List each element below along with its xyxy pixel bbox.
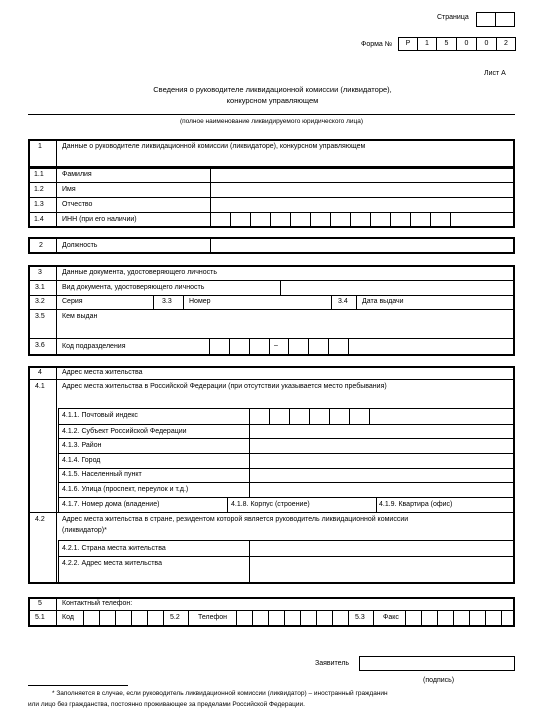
form-title bbox=[60, 84, 485, 106]
divider bbox=[56, 597, 57, 627]
phone-code-field[interactable] bbox=[83, 610, 164, 627]
field-label-series: Серия bbox=[62, 298, 83, 305]
field-label-district: 4.1.3. Район bbox=[62, 442, 102, 449]
row-number: 3.2 bbox=[35, 298, 45, 305]
field-label-foreign-address: 4.2.2. Адрес места жительства bbox=[62, 560, 162, 567]
page-number-box-2[interactable] bbox=[495, 12, 515, 27]
row-number: 5.3 bbox=[355, 614, 365, 621]
field-label-patronymic: Отчество bbox=[62, 201, 93, 208]
section-number: 3 bbox=[38, 269, 42, 276]
field-label-flat: 4.1.9. Квартира (офис) bbox=[379, 501, 453, 508]
signature-box[interactable] bbox=[359, 656, 515, 671]
row-number: 5.2 bbox=[170, 614, 180, 621]
field-label-locality: 4.1.5. Населенный пункт bbox=[62, 471, 142, 478]
field-label-house: 4.1.7. Номер дома (владение) bbox=[62, 501, 160, 508]
divider bbox=[28, 379, 515, 380]
section-number: 1 bbox=[38, 143, 42, 150]
form-label: Форма № bbox=[361, 41, 393, 48]
row-number: 3.4 bbox=[338, 298, 348, 305]
form-code-char: 5 bbox=[436, 37, 457, 51]
field-label-position: Должность bbox=[62, 242, 98, 249]
section-number: 4 bbox=[38, 369, 42, 376]
section-number: 2 bbox=[39, 242, 43, 249]
row-number: 3.6 bbox=[35, 342, 45, 349]
divider bbox=[56, 265, 57, 356]
foreign-address-field[interactable] bbox=[250, 557, 513, 583]
locality-field[interactable] bbox=[250, 469, 513, 482]
divider bbox=[373, 610, 374, 627]
inn-field[interactable] bbox=[210, 212, 451, 228]
form-code bbox=[398, 37, 516, 51]
district-field[interactable] bbox=[250, 439, 513, 453]
footnote-line: или лицо без гражданства, постоянно проживающее за пределами Российской Федерации. bbox=[28, 701, 305, 708]
footnote-line: * Заполняется в случае, если руководитель ликвидационной комиссии (ликвидатор) – иностранный гражданин bbox=[52, 690, 388, 697]
country-field[interactable] bbox=[250, 541, 513, 556]
form-code-char: Р bbox=[398, 37, 418, 51]
number-field[interactable] bbox=[220, 296, 330, 309]
applicant-label: Заявитель bbox=[315, 660, 350, 667]
field-label-surname: Фамилия bbox=[62, 171, 92, 178]
form-code-char: 1 bbox=[417, 37, 437, 51]
section-title: Данные документа, удостоверяющего личность bbox=[62, 269, 217, 276]
field-label-doc-type: Вид документа, удостоверяющего личность bbox=[62, 284, 205, 291]
divider bbox=[227, 497, 228, 512]
sheet-label: Лист А bbox=[484, 70, 506, 77]
section-title: Адрес места жительства bbox=[62, 369, 143, 376]
page-number-box-1[interactable] bbox=[476, 12, 496, 27]
field-label-region: 4.1.2. Субъект Российской Федерации bbox=[62, 428, 187, 435]
footnote-separator bbox=[28, 685, 128, 686]
divider bbox=[56, 139, 57, 168]
row-number: 3.5 bbox=[35, 313, 45, 320]
row-title-ru-address: Адрес места жительства в Российской Федерации (при отсутствии указывается место пребывания) bbox=[62, 383, 387, 390]
row-number: 4.2 bbox=[35, 516, 45, 523]
postal-code-field[interactable] bbox=[249, 408, 370, 424]
divider bbox=[56, 168, 57, 228]
divider bbox=[188, 610, 189, 627]
field-label-dept-code: Код подразделения bbox=[62, 343, 126, 350]
row-number: 4.1 bbox=[35, 383, 45, 390]
row-number: 1.4 bbox=[34, 216, 44, 223]
series-field[interactable] bbox=[100, 296, 153, 309]
dept-code-field[interactable] bbox=[209, 338, 349, 356]
row-number: 3.1 bbox=[35, 284, 45, 291]
divider bbox=[56, 366, 57, 584]
phone-field[interactable] bbox=[236, 610, 349, 627]
field-label-phone-code: Код bbox=[62, 614, 74, 621]
dept-code-dash: – bbox=[274, 342, 278, 349]
row-number: 5.1 bbox=[35, 614, 45, 621]
org-name-line[interactable] bbox=[28, 114, 515, 115]
surname-field[interactable] bbox=[211, 169, 513, 182]
field-label-phone: Телефон bbox=[198, 614, 228, 621]
form-code-char: 0 bbox=[456, 37, 477, 51]
field-label-fax: Факс bbox=[383, 614, 399, 621]
divider bbox=[56, 237, 57, 254]
divider bbox=[183, 295, 184, 309]
page-label: Страница bbox=[437, 14, 469, 21]
field-label-name: Имя bbox=[62, 186, 76, 193]
field-label-postal-code: 4.1.1. Почтовый индекс bbox=[62, 412, 138, 419]
form-code-char: 2 bbox=[496, 37, 516, 51]
row-number: 1.2 bbox=[34, 186, 44, 193]
section-title: Данные о руководителе ликвидационной комиссии (ликвидаторе), конкурсном управляющем bbox=[62, 143, 366, 150]
row-title-foreign-address-cont: (ликвидатор)* bbox=[62, 527, 107, 534]
field-label-city: 4.1.4. Город bbox=[62, 457, 101, 464]
issued-by-field[interactable] bbox=[100, 310, 513, 338]
field-label-country: 4.2.1. Страна места жительства bbox=[62, 545, 166, 552]
patronymic-field[interactable] bbox=[211, 198, 513, 212]
form-code-char: 0 bbox=[476, 37, 497, 51]
building-field[interactable] bbox=[324, 498, 376, 512]
form-title-line: Сведения о руководителе ликвидационной комиссии (ликвидаторе), bbox=[153, 85, 392, 94]
field-label-issued-by: Кем выдан bbox=[62, 313, 98, 320]
flat-field[interactable] bbox=[468, 498, 513, 512]
row-number: 1.3 bbox=[34, 201, 44, 208]
section-title: Контактный телефон: bbox=[62, 600, 133, 607]
divider bbox=[376, 497, 377, 512]
field-label-issue-date: Дата выдачи bbox=[362, 298, 404, 305]
region-field[interactable] bbox=[250, 425, 513, 438]
position-field[interactable] bbox=[211, 239, 513, 252]
field-label-inn: ИНН (при его наличии) bbox=[62, 216, 137, 223]
issue-date-field[interactable] bbox=[405, 296, 513, 309]
field-label-number: Номер bbox=[189, 298, 211, 305]
divider bbox=[58, 497, 514, 498]
form-title-line: конкурсном управляющем bbox=[226, 96, 319, 105]
doc-type-field[interactable] bbox=[281, 281, 513, 294]
divider bbox=[331, 295, 332, 309]
row-title-foreign-address: Адрес места жительства в стране, резидентом которой является руководитель ликвидационной комиссии bbox=[62, 516, 409, 523]
fax-field[interactable] bbox=[405, 610, 514, 627]
street-field[interactable] bbox=[250, 483, 513, 497]
field-label-building: 4.1.8. Корпус (строение) bbox=[231, 501, 310, 508]
divider bbox=[153, 295, 154, 309]
city-field[interactable] bbox=[250, 454, 513, 468]
signature-caption: (подпись) bbox=[423, 677, 455, 684]
house-field[interactable] bbox=[159, 498, 227, 512]
divider bbox=[356, 295, 357, 309]
field-label-street: 4.1.6. Улица (проспект, переулок и т.д.) bbox=[62, 486, 189, 493]
org-name-caption: (полное наименование ликвидируемого юридического лица) bbox=[179, 118, 364, 125]
section-number: 5 bbox=[38, 600, 42, 607]
row-number: 3.3 bbox=[162, 298, 172, 305]
name-field[interactable] bbox=[211, 183, 513, 197]
row-number: 1.1 bbox=[34, 171, 44, 178]
